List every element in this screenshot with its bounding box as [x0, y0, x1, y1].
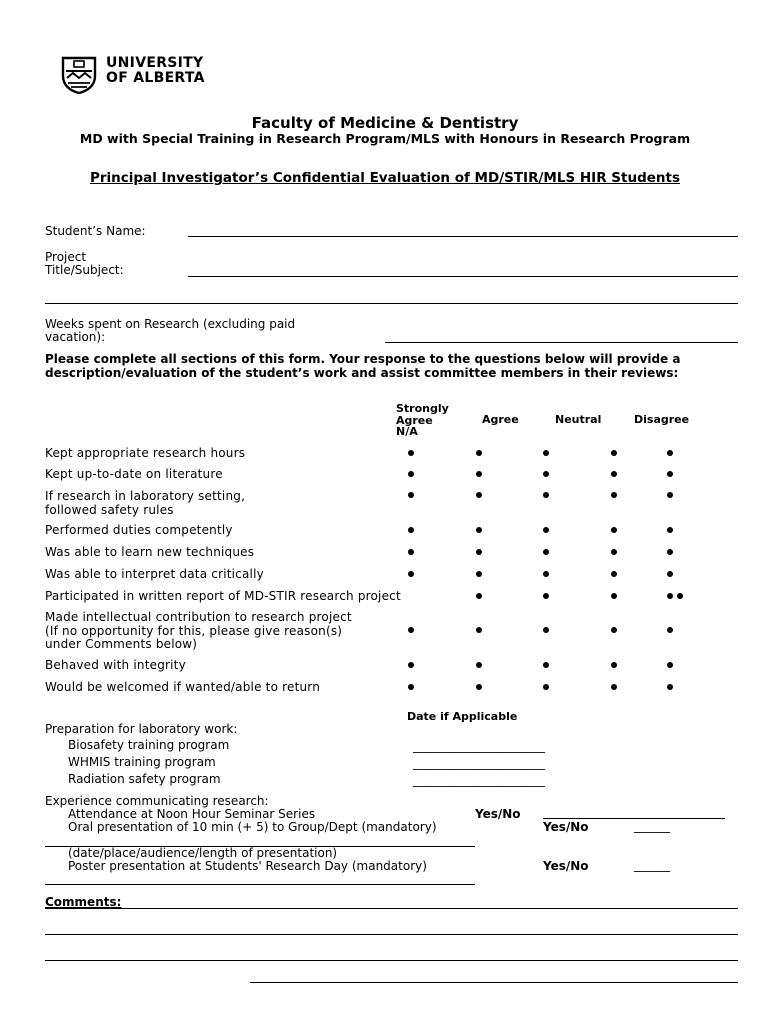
oral-label: Oral presentation of 10 min (+ 5) to Group/Dept (mandatory)	[68, 820, 437, 834]
rating-radio[interactable]	[611, 571, 617, 577]
rating-radio[interactable]	[667, 492, 673, 498]
rating-radio[interactable]	[476, 684, 482, 690]
criterion-label: Participated in written report of MD-STIR research project	[45, 589, 401, 603]
program-title: MD with Special Training in Research Program/MLS with Honours in Research Program	[79, 131, 691, 146]
biosafety-label: Biosafety training program	[68, 738, 230, 752]
rating-radio[interactable]	[476, 571, 482, 577]
rating-radio[interactable]	[476, 662, 482, 668]
criterion-label-line: Made intellectual contribution to research project	[45, 610, 352, 624]
rating-radio[interactable]	[667, 527, 673, 533]
attendance-label: Attendance at Noon Hour Seminar Series	[68, 807, 316, 821]
weeks-label-2: vacation):	[45, 330, 106, 344]
rating-radio[interactable]	[408, 471, 414, 477]
poster-yes-no[interactable]: Yes/No	[543, 859, 589, 873]
student-name-line[interactable]	[188, 236, 738, 237]
rating-radio[interactable]	[667, 571, 673, 577]
criterion-label-line: (If no opportunity for this, please give reason(s)	[45, 623, 343, 638]
attendance-yes-no[interactable]: Yes/No	[475, 807, 521, 821]
rating-radio[interactable]	[476, 549, 482, 555]
project-title-label-2: Title/Subject:	[45, 263, 124, 277]
comments-label: Comments:	[45, 895, 122, 909]
rating-radio[interactable]	[543, 593, 549, 599]
rating-radio[interactable]	[476, 627, 482, 633]
rating-radio[interactable]	[543, 627, 549, 633]
rating-radio[interactable]	[667, 662, 673, 668]
radiation-date-blank[interactable]: ______________________	[413, 773, 545, 787]
rating-radio[interactable]	[476, 450, 482, 456]
rating-radio[interactable]	[667, 684, 673, 690]
form-title: Principal Investigator’s Confidential Evaluation of MD/STIR/MLS HIR Students	[90, 170, 680, 186]
col-neutral: Neutral	[555, 413, 602, 426]
preparation-title: Preparation for laboratory work:	[45, 722, 238, 736]
rating-radio[interactable]	[408, 492, 414, 498]
date-header: Date if Applicable	[407, 710, 518, 723]
rating-radio[interactable]	[543, 684, 549, 690]
oral-yes-no[interactable]: Yes/No	[543, 820, 589, 834]
details-label: (date/place/audience/length of presentation)	[68, 846, 338, 860]
rating-radio[interactable]	[408, 450, 414, 456]
rating-radio[interactable]	[611, 593, 617, 599]
radiation-label: Radiation safety program	[68, 772, 221, 786]
col-strongly-3: N/A	[396, 425, 418, 438]
rating-radio[interactable]	[611, 549, 617, 555]
rating-radio[interactable]	[543, 492, 549, 498]
rating-radio[interactable]	[667, 471, 673, 477]
university-crest-icon	[60, 54, 98, 94]
rating-radio[interactable]	[611, 662, 617, 668]
comments-line[interactable]	[45, 960, 738, 961]
whmis-date-blank[interactable]: ______________________	[413, 756, 545, 770]
rating-radio[interactable]	[476, 593, 482, 599]
col-strongly-agree	[396, 403, 449, 438]
rating-radio[interactable]	[476, 471, 482, 477]
rating-radio[interactable]	[543, 527, 549, 533]
oral-blank[interactable]: ______	[634, 819, 670, 833]
rating-radio[interactable]	[611, 492, 617, 498]
rating-radio[interactable]	[476, 492, 482, 498]
rating-radio[interactable]	[611, 471, 617, 477]
criterion-label-line: under Comments below)	[45, 637, 198, 651]
criterion-label-line: If research in laboratory setting,	[45, 489, 246, 503]
project-title-label-1: Project	[45, 250, 87, 264]
rating-radio[interactable]	[408, 571, 414, 577]
rating-radio[interactable]	[408, 627, 414, 633]
poster-blank[interactable]: ______	[634, 858, 670, 872]
criterion-label: Would be welcomed if wanted/able to return	[45, 680, 321, 694]
criterion-label-line: followed safety rules	[45, 502, 174, 517]
student-name-label: Student’s Name:	[45, 224, 146, 238]
biosafety-date-blank[interactable]: ______________________	[413, 739, 545, 753]
weeks-line[interactable]	[385, 342, 738, 343]
rating-radio[interactable]	[408, 684, 414, 690]
logo-line-1: UNIVERSITY	[106, 55, 204, 71]
criterion-label: Was able to learn new techniques	[45, 545, 255, 559]
rating-radio[interactable]	[667, 593, 673, 599]
rating-radio[interactable]	[543, 549, 549, 555]
whmis-label: WHMIS training program	[68, 755, 216, 769]
rating-radio[interactable]	[543, 571, 549, 577]
instructions: Please complete all sections of this form. Your response to the questions below will provide a description/evaluation of the student’s work and assist committee members in their reviews:	[45, 352, 681, 380]
poster-details-line[interactable]	[45, 884, 475, 885]
criterion-label	[45, 490, 245, 517]
criterion-label: Performed duties competently	[45, 523, 233, 537]
rating-radio[interactable]	[408, 527, 414, 533]
rating-radio[interactable]	[543, 450, 549, 456]
rating-radio[interactable]	[543, 662, 549, 668]
logo-line-2: OF ALBERTA	[106, 70, 205, 86]
comments-line[interactable]	[45, 934, 738, 935]
rating-radio[interactable]	[667, 549, 673, 555]
col-agree: Agree	[482, 413, 519, 426]
criterion-label: Kept appropriate research hours	[45, 446, 246, 460]
comments-line[interactable]	[45, 908, 738, 909]
rating-radio[interactable]	[476, 527, 482, 533]
poster-label: Poster presentation at Students' Research Day (mandatory)	[68, 859, 427, 873]
experience-title: Experience communicating research:	[45, 794, 269, 808]
university-logo	[60, 54, 230, 94]
rating-radio[interactable]	[611, 450, 617, 456]
criterion-label	[45, 611, 352, 652]
rating-radio[interactable]	[667, 450, 673, 456]
rating-radio[interactable]	[667, 627, 673, 633]
project-title-line-2[interactable]	[45, 303, 738, 304]
weeks-label-1: Weeks spent on Research (excluding paid	[45, 317, 296, 331]
criterion-label: Kept up-to-date on literature	[45, 467, 223, 481]
col-strongly-1: Strongly	[396, 402, 449, 415]
signature-line[interactable]	[250, 982, 738, 983]
rating-radio[interactable]	[408, 662, 414, 668]
rating-radio[interactable]	[611, 527, 617, 533]
criterion-label: Was able to interpret data critically	[45, 567, 264, 581]
rating-radio[interactable]	[611, 627, 617, 633]
col-strongly-2: Agree	[396, 413, 433, 427]
rating-radio[interactable]	[677, 593, 683, 599]
rating-radio[interactable]	[543, 471, 549, 477]
rating-radio[interactable]	[408, 549, 414, 555]
rating-radio[interactable]	[611, 684, 617, 690]
criterion-label: Behaved with integrity	[45, 658, 186, 672]
faculty-title: Faculty of Medicine & Dentistry	[251, 114, 519, 132]
project-title-line[interactable]	[188, 276, 738, 277]
col-disagree: Disagree	[634, 413, 690, 426]
